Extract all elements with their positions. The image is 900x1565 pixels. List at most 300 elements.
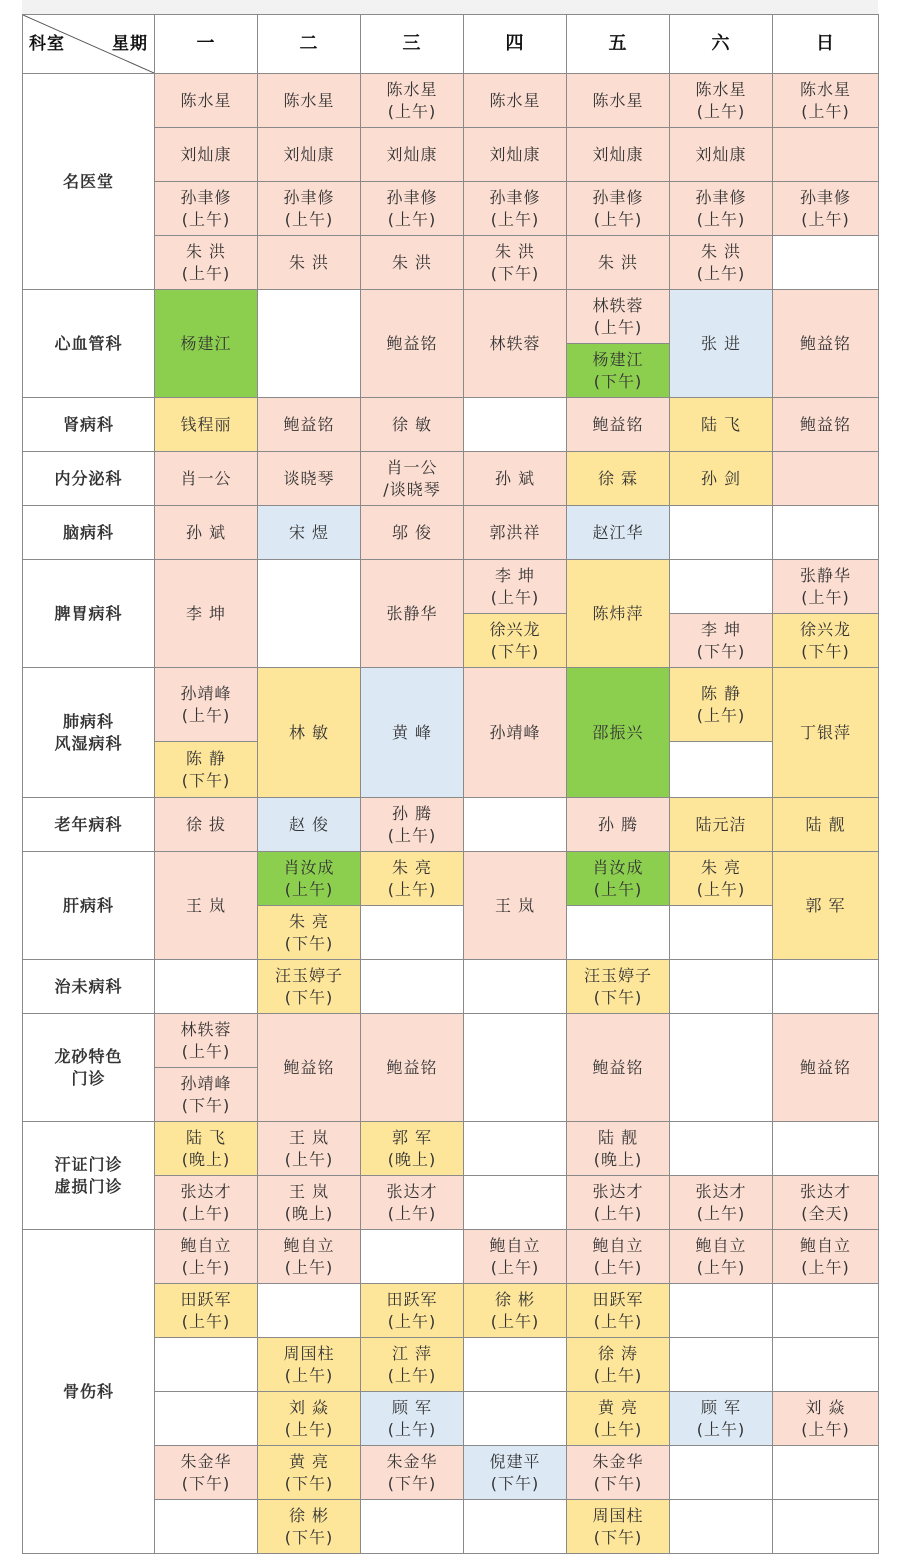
- doctor-cell: 陆元洁: [670, 798, 773, 852]
- day-header: 日: [773, 15, 879, 74]
- doctor-cell: 张 进: [670, 290, 773, 398]
- cell-text-line: 朱 洪: [185, 241, 227, 261]
- doctor-cell: [773, 1176, 879, 1230]
- doctor-cell: [670, 182, 773, 236]
- cell-text-line: 陈水星: [386, 79, 438, 99]
- cell-text-line: 张达才: [695, 1181, 747, 1201]
- empty-cell: [464, 1500, 567, 1554]
- dept-label: 老年病科: [23, 798, 155, 852]
- doctor-cell: [258, 1122, 361, 1176]
- doctor-cell: [773, 1392, 879, 1446]
- cell-text-line: (上午): [593, 1203, 643, 1223]
- doctor-cell: 孙 剑: [670, 452, 773, 506]
- doctor-cell: 刘灿康: [258, 128, 361, 182]
- doctor-cell: [361, 1122, 464, 1176]
- empty-cell: [155, 1392, 258, 1446]
- doctor-cell: [567, 1122, 670, 1176]
- cell-text-line: (上午): [284, 1419, 334, 1439]
- dept-label: 肾病科: [23, 398, 155, 452]
- doctor-cell: [258, 1500, 361, 1554]
- cell-text-line: 林轶蓉: [592, 295, 644, 315]
- doctor-cell: 鲍益铭: [258, 1014, 361, 1122]
- corner-cell: [23, 15, 155, 74]
- doctor-cell: 陈炜萍: [567, 560, 670, 668]
- doctor-cell: [258, 182, 361, 236]
- doctor-cell: 陈水星: [155, 74, 258, 128]
- day-header: 二: [258, 15, 361, 74]
- table-row: [23, 506, 879, 560]
- table-row: [23, 74, 879, 128]
- empty-cell: [464, 798, 567, 852]
- cell-text-line: (下午): [284, 1473, 334, 1493]
- cell-text-line: 张达才: [592, 1181, 644, 1201]
- doctor-cell: 鲍益铭: [567, 1014, 670, 1122]
- cell-text-line: 陈 静: [700, 683, 742, 703]
- cell-text-line: (上午): [593, 209, 643, 229]
- doctor-cell: [670, 1176, 773, 1230]
- doctor-cell: [155, 1284, 258, 1338]
- header-row: [23, 15, 879, 74]
- cell-text-line: 孙靖峰: [180, 1073, 232, 1093]
- doctor-cell: 刘灿康: [361, 128, 464, 182]
- doctor-cell: 钱程丽: [155, 398, 258, 452]
- doctor-cell: 陈水星: [464, 74, 567, 128]
- doctor-cell: [670, 614, 773, 668]
- doctor-cell: [567, 1284, 670, 1338]
- cell-text-line: 田跃军: [180, 1289, 232, 1309]
- day-header: 三: [361, 15, 464, 74]
- doctor-cell: [567, 1338, 670, 1392]
- doctor-cell: 陆 靓: [773, 798, 879, 852]
- dept-label: 脑病科: [23, 506, 155, 560]
- corner-dept-label: 科室: [29, 34, 65, 54]
- corner-week-label: 星期: [112, 34, 148, 54]
- empty-cell: [258, 1284, 361, 1338]
- doctor-cell: [670, 236, 773, 290]
- cell-text-line: (上午): [181, 1311, 231, 1331]
- cell-text-line: (下午): [593, 371, 643, 391]
- doctor-cell: 孙靖峰: [464, 668, 567, 798]
- cell-text-line: (晚上): [284, 1203, 334, 1223]
- doctor-cell: 朱 洪: [567, 236, 670, 290]
- empty-cell: [464, 1176, 567, 1230]
- doctor-cell: 徐 霖: [567, 452, 670, 506]
- empty-cell: [155, 1338, 258, 1392]
- empty-cell: [773, 1446, 879, 1500]
- doctor-cell: [155, 1230, 258, 1284]
- cell-text-line: (上午): [696, 263, 746, 283]
- cell-text-line: (上午): [181, 1203, 231, 1223]
- doctor-cell: 刘灿康: [464, 128, 567, 182]
- doctor-cell: 王 岚: [464, 852, 567, 960]
- cell-text-line: (下午): [490, 263, 540, 283]
- cell-text-line: 田跃军: [386, 1289, 438, 1309]
- cell-text-line: 郭 军: [391, 1127, 433, 1147]
- dept-label: [23, 1122, 155, 1230]
- doctor-cell: [258, 960, 361, 1014]
- cell-text-line: 肖汝成: [283, 857, 335, 877]
- cell-text-line: 鲍自立: [799, 1235, 851, 1255]
- cell-text-line: 陈 静: [185, 748, 227, 768]
- empty-cell: [773, 1500, 879, 1554]
- cell-text-line: (全天): [801, 1203, 850, 1223]
- empty-cell: [464, 1014, 567, 1122]
- cell-text-line: 徐 涛: [597, 1343, 639, 1363]
- doctor-cell: [464, 1446, 567, 1500]
- doctor-cell: [155, 742, 258, 798]
- empty-cell: [464, 1392, 567, 1446]
- cell-text-line: 鲍自立: [180, 1235, 232, 1255]
- empty-cell: [361, 960, 464, 1014]
- empty-cell: [361, 1230, 464, 1284]
- doctor-cell: [567, 960, 670, 1014]
- table-row: [23, 290, 879, 344]
- doctor-cell: 黄 峰: [361, 668, 464, 798]
- cell-text-line: (上午): [801, 1419, 850, 1439]
- cell-text-line: (上午): [696, 705, 746, 725]
- empty-cell: [773, 506, 879, 560]
- doctor-cell: [155, 236, 258, 290]
- cell-text-line: (下午): [801, 641, 850, 661]
- cell-text-line: (上午): [593, 879, 643, 899]
- dept-label: 肝病科: [23, 852, 155, 960]
- cell-text-line: 李 坤: [700, 619, 742, 639]
- cell-text-line: 李 坤: [494, 565, 536, 585]
- dept-label: [23, 668, 155, 798]
- doctor-cell: 杨建江: [155, 290, 258, 398]
- cell-text-line: 黄 亮: [597, 1397, 639, 1417]
- empty-cell: [361, 906, 464, 960]
- empty-cell: [155, 960, 258, 1014]
- cell-text-line: 朱 亮: [288, 911, 330, 931]
- cell-text-line: (上午): [490, 1257, 540, 1277]
- cell-text-line: 朱 亮: [391, 857, 433, 877]
- cell-text-line: (下午): [284, 933, 334, 953]
- cell-text-line: (上午): [284, 1149, 334, 1169]
- cell-text-line: 林轶蓉: [180, 1019, 232, 1039]
- doctor-cell: [258, 1230, 361, 1284]
- cell-text-line: 朱金华: [386, 1451, 438, 1471]
- dept-label: 名医堂: [23, 74, 155, 290]
- cell-text-line: (上午): [387, 1419, 437, 1439]
- cell-text-line: (上午): [801, 1257, 850, 1277]
- doctor-cell: 谈晓琴: [258, 452, 361, 506]
- cell-text-line: 徐兴龙: [799, 619, 851, 639]
- doctor-cell: 郭 军: [773, 852, 879, 960]
- cell-text-line: 朱金华: [592, 1451, 644, 1471]
- dept-label-line: 门诊: [71, 1068, 106, 1088]
- cell-text-line: (晚上): [593, 1149, 643, 1169]
- doctor-cell: [361, 1338, 464, 1392]
- empty-cell: [670, 960, 773, 1014]
- table-row: [23, 398, 879, 452]
- cell-text-line: 江 萍: [391, 1343, 433, 1363]
- doctor-cell: [567, 852, 670, 906]
- doctor-cell: 刘灿康: [155, 128, 258, 182]
- cell-text-line: 顾 军: [391, 1397, 433, 1417]
- cell-text-line: (上午): [593, 1365, 643, 1385]
- cell-text-line: (下午): [181, 1473, 231, 1493]
- dept-label: 脾胃病科: [23, 560, 155, 668]
- doctor-cell: 赵江华: [567, 506, 670, 560]
- empty-cell: [464, 960, 567, 1014]
- table-row: [23, 668, 879, 742]
- cell-text-line: (上午): [387, 209, 437, 229]
- cell-text-line: (下午): [593, 987, 643, 1007]
- cell-text-line: (上午): [696, 209, 746, 229]
- cell-text-line: (下午): [593, 1473, 643, 1493]
- doctor-cell: 刘灿康: [567, 128, 670, 182]
- doctor-cell: [258, 1446, 361, 1500]
- empty-cell: [773, 1122, 879, 1176]
- dept-label-line: 龙砂特色: [54, 1046, 123, 1066]
- doctor-cell: [670, 1230, 773, 1284]
- cell-text-line: (上午): [387, 879, 437, 899]
- cell-text-line: 汪玉婷子: [274, 965, 343, 985]
- doctor-cell: [464, 614, 567, 668]
- cell-text-line: 鲍自立: [283, 1235, 335, 1255]
- doctor-cell: [773, 1230, 879, 1284]
- doctor-cell: 孙 斌: [464, 452, 567, 506]
- top-strip: [22, 0, 878, 14]
- doctor-cell: [567, 1230, 670, 1284]
- cell-text-line: 张达才: [799, 1181, 851, 1201]
- doctor-cell: 朱 洪: [361, 236, 464, 290]
- cell-text-line: 徐兴龙: [489, 619, 541, 639]
- doctor-cell: [258, 1338, 361, 1392]
- empty-cell: [464, 1122, 567, 1176]
- doctor-cell: 王 岚: [155, 852, 258, 960]
- day-header: 四: [464, 15, 567, 74]
- dept-label: 心血管科: [23, 290, 155, 398]
- doctor-cell: [361, 452, 464, 506]
- empty-cell: [670, 1122, 773, 1176]
- cell-text-line: (上午): [696, 1419, 746, 1439]
- doctor-cell: [567, 1176, 670, 1230]
- doctor-cell: [155, 668, 258, 742]
- cell-text-line: 徐 彬: [288, 1505, 330, 1525]
- empty-cell: [670, 906, 773, 960]
- doctor-cell: 陈水星: [567, 74, 670, 128]
- empty-cell: [258, 560, 361, 668]
- cell-text-line: 田跃军: [592, 1289, 644, 1309]
- doctor-cell: [361, 1284, 464, 1338]
- doctor-cell: 郭洪祥: [464, 506, 567, 560]
- doctor-cell: [361, 1446, 464, 1500]
- cell-text-line: (下午): [181, 1095, 231, 1115]
- cell-text-line: (下午): [490, 641, 540, 661]
- cell-text-line: /谈晓琴: [383, 479, 441, 499]
- cell-text-line: (上午): [387, 1203, 437, 1223]
- cell-text-line: 鲍自立: [489, 1235, 541, 1255]
- doctor-cell: 邬 俊: [361, 506, 464, 560]
- cell-text-line: (下午): [284, 987, 334, 1007]
- day-header: 五: [567, 15, 670, 74]
- empty-cell: [773, 1284, 879, 1338]
- doctor-cell: 徐 拔: [155, 798, 258, 852]
- cell-text-line: (上午): [696, 879, 746, 899]
- cell-text-line: (上午): [696, 101, 746, 121]
- doctor-cell: [773, 614, 879, 668]
- dept-label: 内分泌科: [23, 452, 155, 506]
- doctor-cell: 鲍益铭: [773, 290, 879, 398]
- cell-text-line: (上午): [593, 1311, 643, 1331]
- empty-cell: [670, 560, 773, 614]
- cell-text-line: 肖一公: [386, 457, 438, 477]
- cell-text-line: 徐 彬: [494, 1289, 536, 1309]
- doctor-cell: 邵振兴: [567, 668, 670, 798]
- cell-text-line: 张达才: [180, 1181, 232, 1201]
- cell-text-line: (上午): [696, 1257, 746, 1277]
- doctor-cell: [567, 290, 670, 344]
- cell-text-line: 孙 腾: [391, 803, 433, 823]
- cell-text-line: (上午): [490, 209, 540, 229]
- cell-text-line: 孙聿修: [489, 187, 541, 207]
- doctor-cell: 丁银萍: [773, 668, 879, 798]
- empty-cell: [670, 506, 773, 560]
- cell-text-line: (上午): [181, 1041, 231, 1061]
- doctor-cell: 鲍益铭: [567, 398, 670, 452]
- doctor-cell: 肖一公: [155, 452, 258, 506]
- cell-text-line: 陆 飞: [185, 1127, 227, 1147]
- doctor-cell: 林 敏: [258, 668, 361, 798]
- doctor-cell: [773, 452, 879, 506]
- doctor-cell: 孙 斌: [155, 506, 258, 560]
- doctor-cell: 徐 敏: [361, 398, 464, 452]
- doctor-cell: [258, 1392, 361, 1446]
- dept-label: 骨伤科: [23, 1230, 155, 1554]
- cell-text-line: (上午): [593, 317, 643, 337]
- doctor-cell: [258, 906, 361, 960]
- cell-text-line: (上午): [696, 1203, 746, 1223]
- doctor-cell: [361, 182, 464, 236]
- empty-cell: [670, 1500, 773, 1554]
- cell-text-line: 孙聿修: [592, 187, 644, 207]
- table-row: [23, 1122, 879, 1176]
- empty-cell: [773, 960, 879, 1014]
- table-row: [23, 852, 879, 906]
- dept-label: [23, 1014, 155, 1122]
- cell-text-line: (上午): [181, 1257, 231, 1277]
- cell-text-line: (上午): [801, 209, 850, 229]
- doctor-cell: [155, 182, 258, 236]
- doctor-cell: [361, 1392, 464, 1446]
- cell-text-line: (上午): [284, 1257, 334, 1277]
- doctor-cell: 赵 俊: [258, 798, 361, 852]
- cell-text-line: 刘 焱: [805, 1397, 846, 1417]
- dept-label-line: 肺病科: [62, 711, 114, 731]
- cell-text-line: (上午): [593, 1257, 643, 1277]
- cell-text-line: 孙聿修: [283, 187, 335, 207]
- cell-text-line: (晚上): [181, 1149, 231, 1169]
- cell-text-line: (上午): [387, 101, 437, 121]
- table-row: [23, 1230, 879, 1284]
- doctor-cell: [670, 1392, 773, 1446]
- empty-cell: [670, 742, 773, 798]
- cell-text-line: (上午): [801, 101, 850, 121]
- cell-text-line: 陈水星: [695, 79, 747, 99]
- table-row: [23, 960, 879, 1014]
- doctor-cell: [670, 852, 773, 906]
- cell-text-line: (下午): [387, 1473, 437, 1493]
- doctor-cell: [567, 1500, 670, 1554]
- cell-text-line: (上午): [387, 1311, 437, 1331]
- doctor-cell: 鲍益铭: [361, 1014, 464, 1122]
- doctor-cell: 鲍益铭: [361, 290, 464, 398]
- doctor-cell: [670, 74, 773, 128]
- doctor-cell: [361, 74, 464, 128]
- empty-cell: [567, 906, 670, 960]
- cell-text-line: 陆 靓: [597, 1127, 639, 1147]
- doctor-cell: [464, 236, 567, 290]
- cell-text-line: 黄 亮: [288, 1451, 330, 1471]
- cell-text-line: 王 岚: [288, 1127, 330, 1147]
- doctor-cell: [155, 1122, 258, 1176]
- cell-text-line: 鲍自立: [695, 1235, 747, 1255]
- doctor-cell: 宋 煜: [258, 506, 361, 560]
- table-row: [23, 1014, 879, 1068]
- doctor-cell: 陈水星: [258, 74, 361, 128]
- cell-text-line: (上午): [387, 825, 437, 845]
- empty-cell: [670, 1446, 773, 1500]
- doctor-cell: [773, 128, 879, 182]
- cell-text-line: (上午): [181, 209, 231, 229]
- cell-text-line: (下午): [181, 770, 231, 790]
- cell-text-line: 朱 洪: [494, 241, 536, 261]
- doctor-cell: [155, 1176, 258, 1230]
- cell-text-line: 周国柱: [592, 1505, 644, 1525]
- doctor-cell: [567, 344, 670, 398]
- doctor-cell: [361, 852, 464, 906]
- cell-text-line: 王 岚: [288, 1181, 330, 1201]
- cell-text-line: 朱金华: [180, 1451, 232, 1471]
- empty-cell: [464, 1338, 567, 1392]
- empty-cell: [773, 236, 879, 290]
- doctor-cell: [464, 1230, 567, 1284]
- cell-text-line: 孙聿修: [180, 187, 232, 207]
- table-row: [23, 452, 879, 506]
- day-header: 六: [670, 15, 773, 74]
- doctor-cell: 刘灿康: [670, 128, 773, 182]
- cell-text-line: 周国柱: [283, 1343, 335, 1363]
- doctor-cell: [464, 560, 567, 614]
- dept-label-line: 风湿病科: [54, 733, 123, 753]
- doctor-cell: [773, 74, 879, 128]
- table-row: [23, 798, 879, 852]
- cell-text-line: 朱 亮: [700, 857, 742, 877]
- doctor-cell: 张静华: [361, 560, 464, 668]
- doctor-cell: 鲍益铭: [258, 398, 361, 452]
- cell-text-line: 孙聿修: [386, 187, 438, 207]
- doctor-cell: 林轶蓉: [464, 290, 567, 398]
- dept-label: 治未病科: [23, 960, 155, 1014]
- doctor-cell: [773, 182, 879, 236]
- cell-text-line: 孙靖峰: [180, 683, 232, 703]
- empty-cell: [155, 1500, 258, 1554]
- doctor-cell: [567, 182, 670, 236]
- doctor-cell: [773, 560, 879, 614]
- cell-text-line: 刘 焱: [288, 1397, 330, 1417]
- cell-text-line: 肖汝成: [592, 857, 644, 877]
- cell-text-line: (上午): [284, 209, 334, 229]
- dept-label-line: 虚损门诊: [54, 1176, 123, 1196]
- doctor-cell: [155, 1068, 258, 1122]
- cell-text-line: (下午): [593, 1527, 643, 1547]
- cell-text-line: (上午): [284, 1365, 334, 1385]
- cell-text-line: (上午): [181, 705, 231, 725]
- doctor-cell: 陆 飞: [670, 398, 773, 452]
- cell-text-line: (上午): [387, 1365, 437, 1385]
